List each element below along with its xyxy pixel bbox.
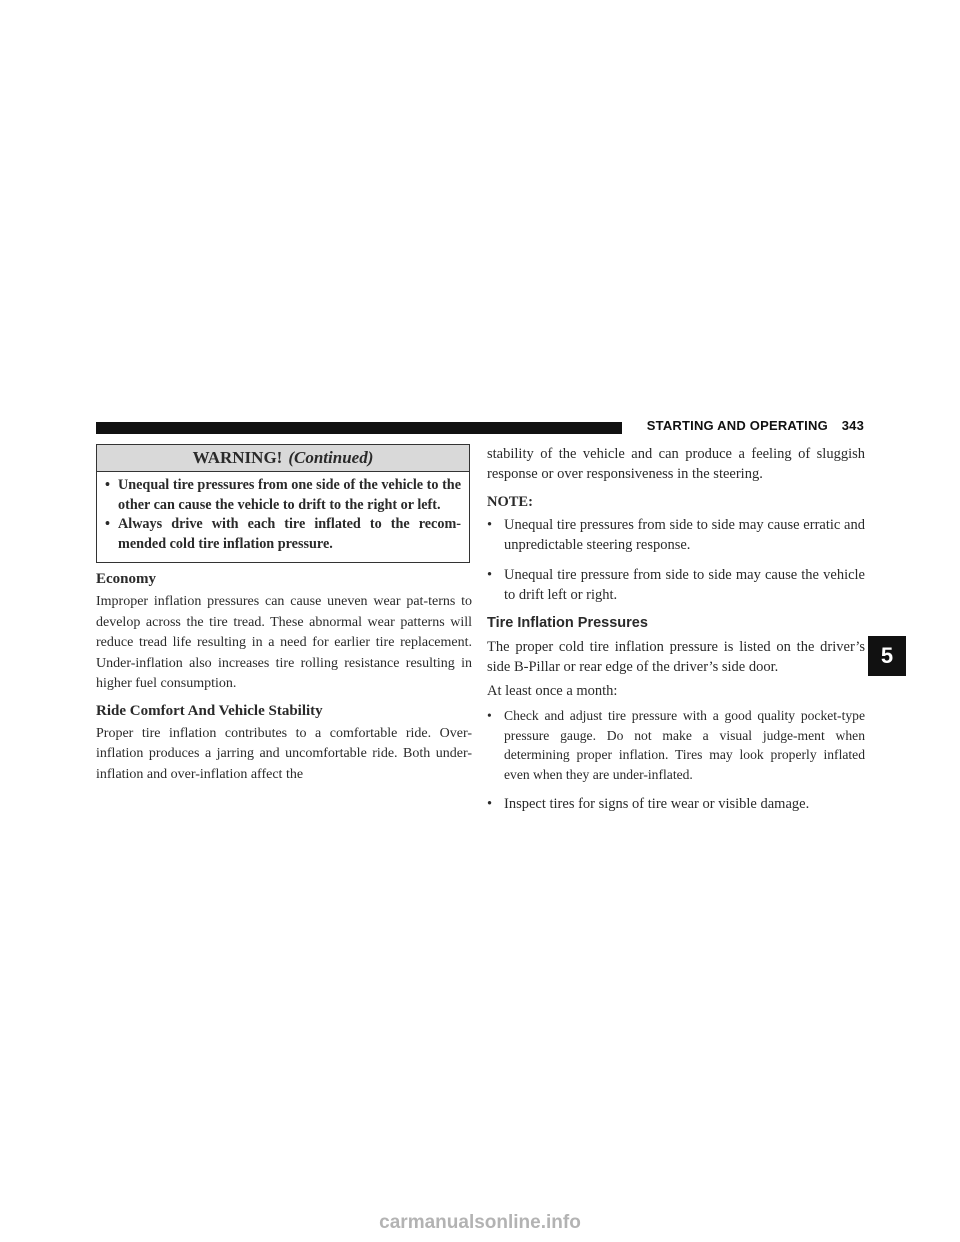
- month-item: • Inspect tires for signs of tire wear or visible damage.: [487, 796, 810, 812]
- warning-item: • Always drive with each tire inflated to the recom-mended cold tire inflation pressure.: [105, 516, 461, 552]
- warning-box: [96, 444, 470, 563]
- running-header: [628, 418, 864, 433]
- right-column: [487, 444, 865, 824]
- note-item: • Unequal tire pressure from side to side may cause the vehicle to drift left or right.: [487, 567, 865, 603]
- bullet-icon: •: [487, 708, 492, 723]
- warning-header: [97, 445, 469, 472]
- page-number: 343: [841, 418, 864, 433]
- bullet-icon: •: [487, 796, 493, 812]
- economy-heading: Economy: [96, 571, 156, 587]
- ride-heading: Ride Comfort And Vehicle Stability: [96, 702, 323, 719]
- bullet-icon: •: [105, 516, 110, 532]
- ride-text: Proper tire inflation contributes to a comfortable ride. Over-inflation produces a jarring and uncomfortable ride. Both under-inflation and over-inflation affect the: [96, 725, 472, 782]
- economy-text: Improper inflation pressures can cause uneven wear pat-terns to develop across the tire tread. These abnormal wear patterns will reduce tread life resulting in a need for earlier tire replacement. Under-inflation also increases tire rolling resistance resulting in higher fuel consumption.: [96, 594, 472, 691]
- continuation-text: stability of the vehicle and can produce a feeling of sluggish response or over responsiveness in the steering.: [487, 446, 865, 482]
- month-item: • Check and adjust tire pressure with a good quality pocket-type pressure gauge. Do not make a visual judge-ment when determining proper inflation. Tires may look properly inflated even when they are under-inflated.: [487, 708, 865, 782]
- warning-item: • Unequal tire pressures from one side of the vehicle to the other can cause the vehicle to drift to the right or left.: [105, 477, 461, 513]
- warning-title: WARNING!: [192, 448, 283, 467]
- chapter-tab: 5: [868, 636, 906, 676]
- bullet-icon: •: [105, 477, 110, 493]
- note-item: • Unequal tire pressures from side to side may cause erratic and unpredictable steering response.: [487, 517, 865, 553]
- section-title: STARTING AND OPERATING: [646, 418, 828, 433]
- month-label: At least once a month:: [487, 683, 618, 699]
- note-label: NOTE:: [487, 494, 533, 510]
- warning-body: [97, 472, 469, 562]
- bullet-icon: •: [487, 567, 493, 583]
- bullet-icon: •: [487, 517, 493, 533]
- tire-inflation-text: The proper cold tire inflation pressure is listed on the driver’s side B-Pillar or rear edge of the driver’s side door.: [487, 639, 865, 675]
- warning-continued: (Continued): [288, 448, 374, 467]
- watermark: carmanualsonline.info: [379, 1212, 581, 1233]
- left-column: [96, 444, 472, 791]
- tire-inflation-heading: Tire Inflation Pressures: [487, 615, 648, 631]
- header-rule: [96, 422, 622, 434]
